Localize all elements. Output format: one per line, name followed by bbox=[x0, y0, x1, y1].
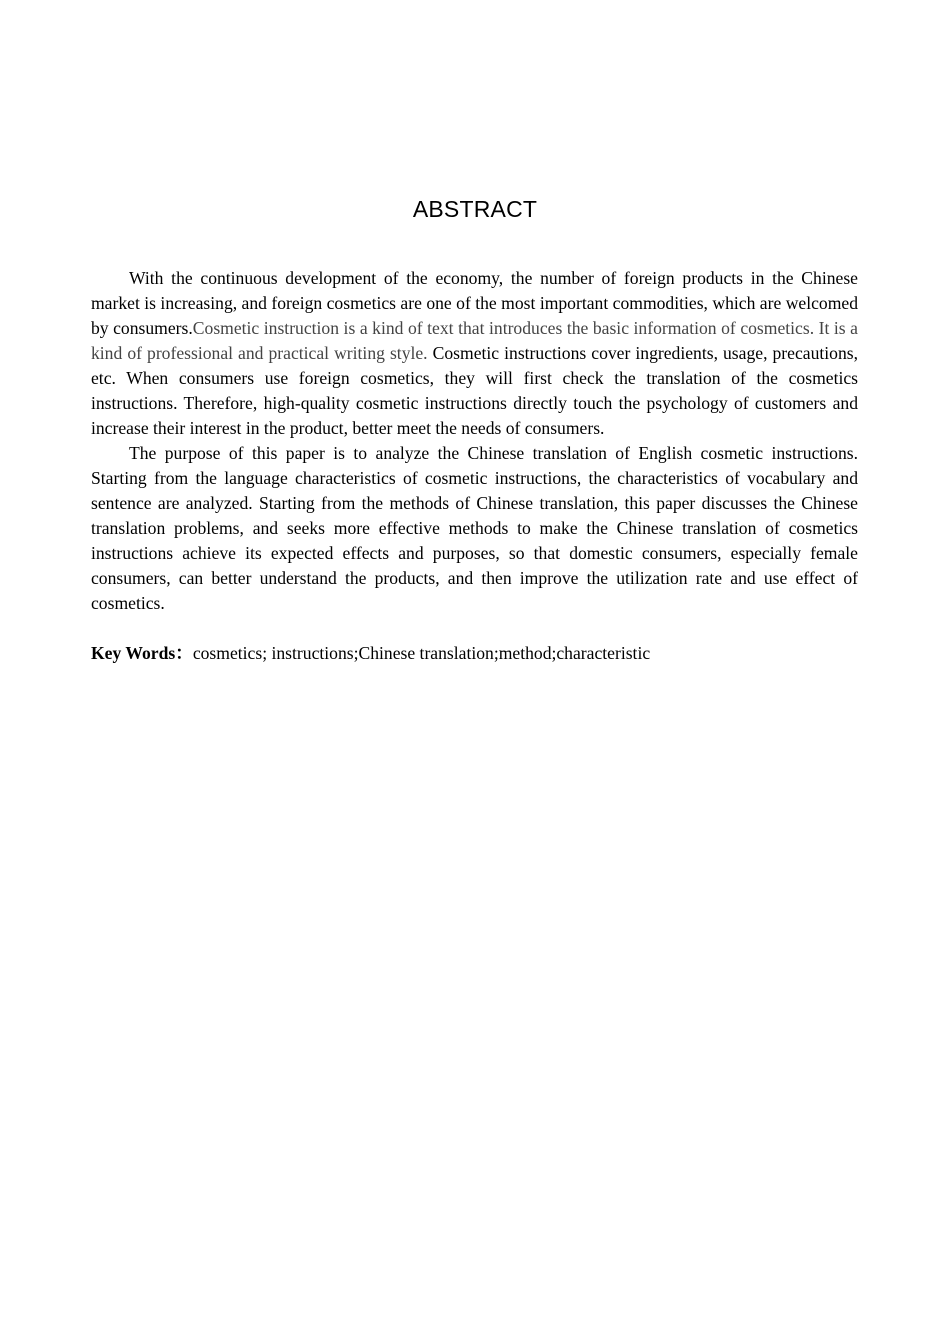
abstract-body bbox=[91, 266, 858, 666]
paragraph-1-part-3: Cosmetic instructions cover ingredients, usage, precautions, etc. When consumers use foreign cosmetics, they will first check the translation of the cosmetics instructions. Therefore, high-quality cosmetic instructions directly touch the psychology of customers and increase their interest in the product, better meet the needs of consumers. bbox=[91, 343, 858, 438]
abstract-title: ABSTRACT bbox=[412, 196, 538, 222]
keywords-list: cosmetics; instructions;Chinese translation;method;characteristic bbox=[192, 643, 651, 663]
abstract-paragraph-2: The purpose of this paper is to analyze the Chinese translation of English cosmetic instructions. Starting from the language characteristics of cosmetic instructions, the characteristics of vocabulary and sentence are analyzed. Starting from the methods of Chinese translation, this paper discusses the Chinese translation problems, and seeks more effective methods to make the Chinese translation of cosmetics instructions achieve its expected effects and purposes, so that domestic consumers, especially female consumers, can better understand the products, and then improve the utilization rate and use effect of cosmetics. bbox=[91, 443, 858, 613]
paragraph-1-part-2: Cosmetic instruction is a kind of text that introduces the basic information of cosmetics. It is a kind of professional and practical writing style. bbox=[91, 318, 858, 363]
abstract-paragraph-1 bbox=[91, 266, 858, 441]
keywords-line bbox=[91, 641, 858, 666]
keywords-label: Key Words： bbox=[91, 643, 193, 663]
paragraph-1-part-1: With the continuous development of the economy, the number of foreign products in the Chinese market is increasing, and foreign cosmetics are one of the most important commodities, which are welcomed by consumers. bbox=[91, 268, 858, 338]
